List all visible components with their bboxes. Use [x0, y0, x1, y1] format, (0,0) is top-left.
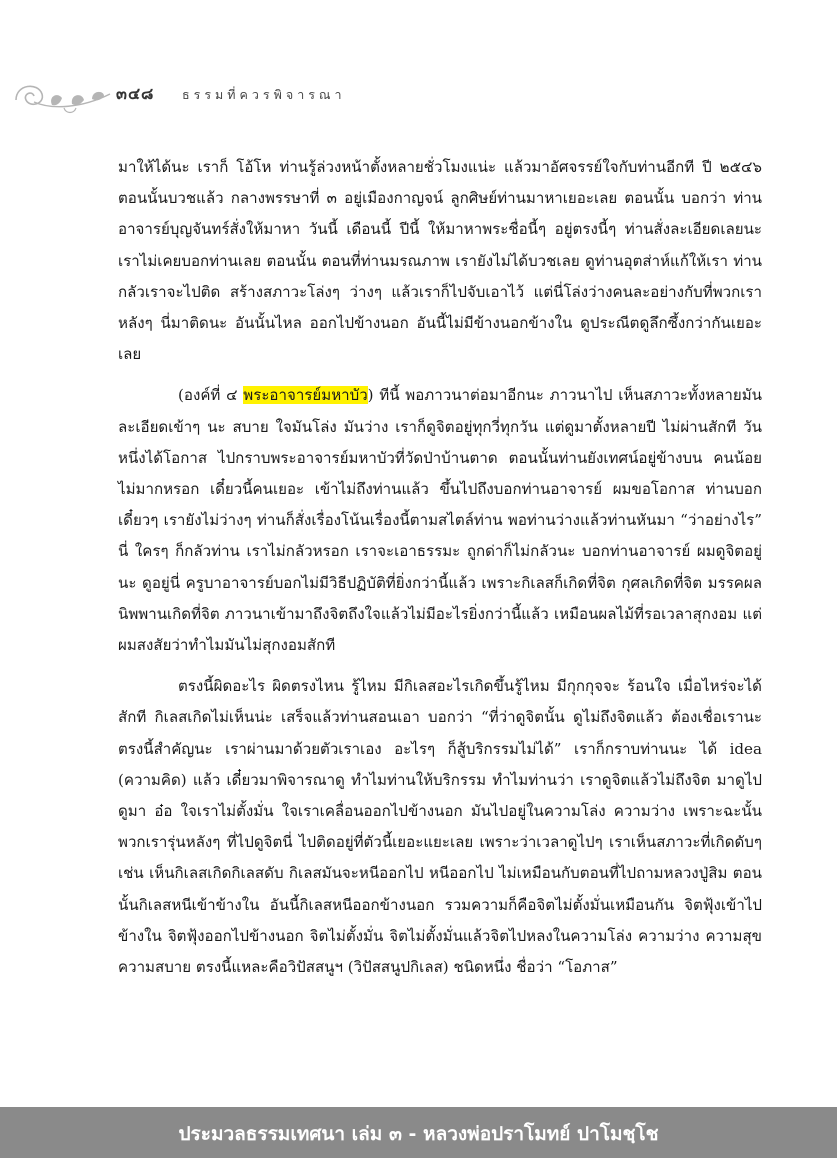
page-number: ๓๔๘ — [116, 84, 155, 103]
footer-book-title: ประมวลธรรมเทศนา เล่ม ๓ - หลวงพ่อปราโมทย์ ปาโมชฺโช — [178, 1123, 659, 1145]
paragraph-2-start: (องค์ที่ ๔ — [178, 386, 244, 405]
paragraph-2 — [118, 380, 762, 661]
leaf-ornament-icon — [12, 74, 112, 116]
paragraph-2-rest: ) ทีนี้ พอภาวนาต่อมาอีกนะ ภาวนาไป เห็นสภาวะทั้งหลายมันละเอียดเข้าๆ นะ สบาย ใจมันโล่ง มันว่าง เราก็ดูจิตอยู่ทุกวี่ทุกวัน แต่ดูมาตั้งหลายปี ไม่ผ่านสักที วันหนึ่งได้โอกาส ไปกราบพระอาจารย์มหาบัวที่วัดป่าบ้านตาด ตอนนั้นท่านยังเทศน์อยู่ข้างบน คนน้อย ไม่มากหรอก เดี๋ยวนี้คนเยอะ เข้าไม่ถึงท่านแล้ว ขึ้นไปถึงบอกท่านอาจารย์ ผมขอโอกาส ท่านบอก เดี๋ยวๆ เรายังไม่ว่างๆ ท่านก็สั่งเรื่องโน้นเรื่องนี้ตามสไตล์ท่าน พอท่านว่างแล้วท่านหันมา “ว่าอย่างไร” นี่ ใครๆ ก็กลัวท่าน เราไม่กลัวหรอก เราจะเอาธรรมะ ถูกด่าก็ไม่กลัวนะ บอกท่านอาจารย์ ผมดูจิตอยู่นะ ดูอยู่นี่ ครูบาอาจารย์บอกไม่มีวิธีปฏิบัติที่ยิ่งกว่านี้แล้ว เพราะกิเลสก็เกิดที่จิต กุศลเกิดที่จิต มรรคผลนิพพานเกิดที่จิต ภาวนาเข้ามาถึงจิตถึงใจแล้วไม่มีอะไรยิ่งกว่านี้แล้ว เหมือนผลไม้ที่รอเวลาสุกงอม แต่ผมสงสัยว่าทำไมมันไม่สุกงอมสักที — [118, 386, 762, 655]
paragraph-3: ตรงนี้ผิดอะไร ผิดตรงไหน รู้ไหม มีกิเลสอะไรเกิดขึ้นรู้ไหม มีกุกกุจจะ ร้อนใจ เมื่อไหร่จะได้สักที กิเลสเกิดไม่เห็นน่ะ เสร็จแล้วท่านสอนเอา บอกว่า “ที่ว่าดูจิตนั้น ดูไม่ถึงจิตแล้ว ต้องเชื่อเรานะ ตรงนี้สำคัญนะ เราผ่านมาด้วยตัวเราเอง อะไรๆ ก็สู้บริกรรมไม่ได้” เราก็กราบท่านนะ ได้ idea (ความคิด) แล้ว เดี๋ยวมาพิจารณาดู ทำไมท่านให้บริกรรม ทำไมท่านว่า เราดูจิตแล้วไม่ถึงจิต มาดูไปดูมา อ๋อ ใจเราไม่ตั้งมั่น ใจเราเคลื่อนออกไปข้างนอก มันไปอยู่ในความโล่ง ความว่าง เพราะฉะนั้นพวกเรารุ่นหลังๆ ที่ไปดูจิตนี่ ไปติดอยู่ที่ตัวนี้เยอะแยะเลย เพราะว่าเวลาดูไปๆ เราเห็นสภาวะที่เกิดดับๆ เช่น เห็นกิเลสเกิดกิเลสดับ กิเลสมันจะหนีออกไป หนีออกไป ไม่เหมือนกับตอนที่ไปถามหลวงปู่สิม ตอนนั้นกิเลสหนีเข้าข้างใน อันนี้กิเลสหนีออกข้างนอก รวมความก็คือจิตไม่ตั้งมั่นเหมือนกัน จิตฟุ้งเข้าไปข้างใน จิตฟุ้งออกไปข้างนอก จิตไม่ตั้งมั่น จิตไม่ตั้งมั่นแล้วจิตไปหลงในความโล่ง ความว่าง ความสุข ความสบาย ตรงนี้แหละคือวิปัสสนูฯ (วิปัสสนูปกิเลส) ชนิดหนึ่ง ชื่อว่า “โอภาส” — [118, 677, 762, 977]
page-header — [0, 70, 837, 120]
page-footer — [0, 1107, 837, 1158]
page-body — [118, 152, 762, 983]
chapter-title: ธรรมที่ควรพิจารณา — [182, 87, 346, 102]
paragraph-1: มาให้ได้นะ เราก็ โอ้โห ท่านรู้ล่วงหน้าตั้งหลายชั่วโมงแน่ะ แล้วมาอัศจรรย์ใจกับท่านอีกที ปี ๒๕๔๖ ตอนนั้นบวชแล้ว กลางพรรษาที่ ๓ อยู่เมืองกาญจน์ ลูกศิษย์ท่านมาหาเยอะเลย ตอนนั้น บอกว่า ท่านอาจารย์บุญจันทร์สั่งให้มาหา วันนี้ เดือนนี้ ปีนี้ ให้มาหาพระชื่อนี้ๆ อยู่ตรงนี้ๆ ท่านสั่งละเอียดเลยนะ เราไม่เคยบอกท่านเลย ตอนนั้น ตอนที่ท่านมรณภาพ เรายังไม่ได้บวชเลย ดูท่านอุตส่าห์แก้ให้เรา ท่านกลัวเราจะไปติด สร้างสภาวะโล่งๆ ว่างๆ แล้วเราก็ไปจับเอาไว้ แต่นี่โล่งว่างคนละอย่างกับที่พวกเราหลังๆ นี่มาติดนะ อันนั้นไหล ออกไปข้างนอก อันนี้ไม่มีข้างนอกข้างใน ดูประณีตดูลึกซึ้งกว่ากันเยอะเลย — [118, 158, 762, 364]
highlighted-name: พระอาจารย์มหาบัว — [243, 386, 368, 405]
